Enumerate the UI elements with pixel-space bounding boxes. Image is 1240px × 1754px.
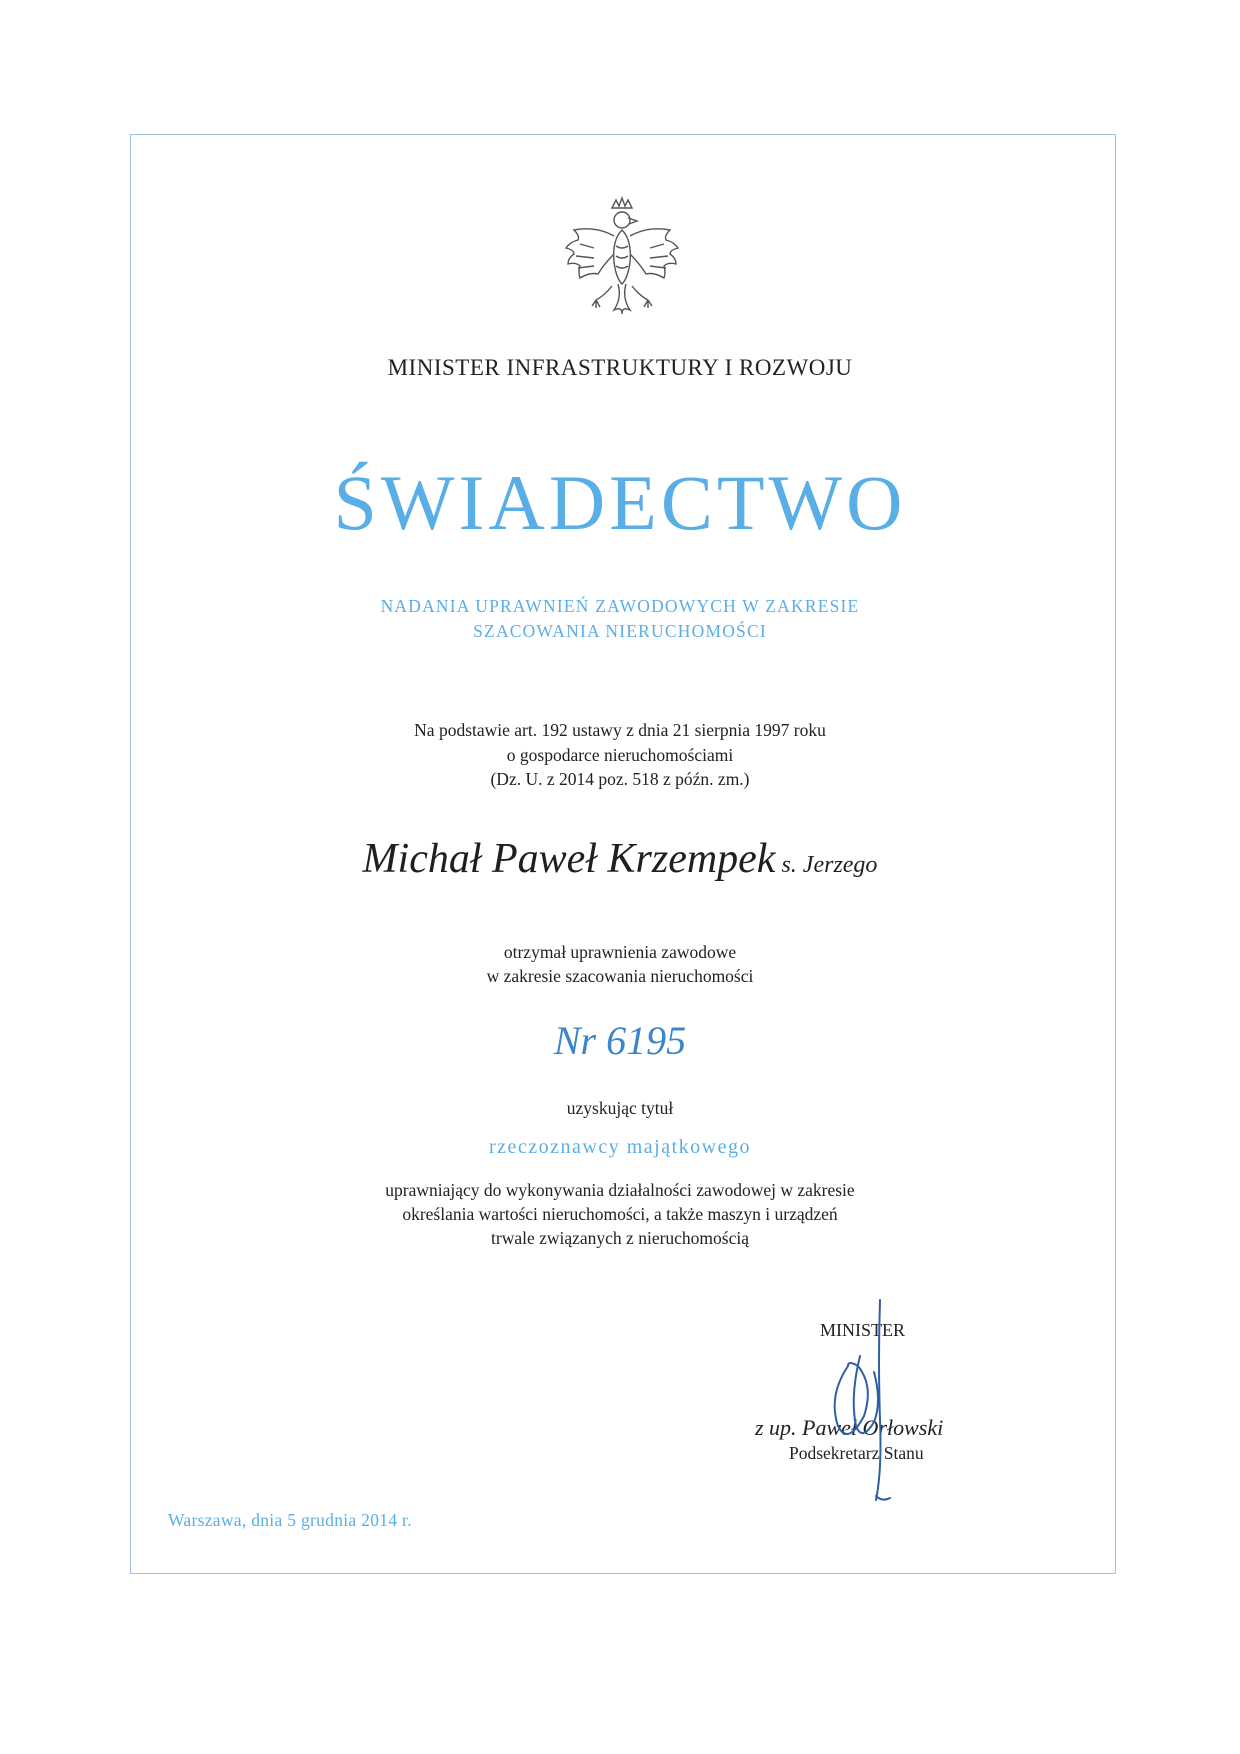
page-title: ŚWIADECTWO <box>333 459 907 546</box>
legal-basis-line-3: (Dz. U. z 2014 poz. 518 z późn. zm.) <box>490 769 750 789</box>
subtitle-line-1: NADANIA UPRAWNIEŃ ZAWODOWYCH W ZAKRESIE <box>380 596 860 616</box>
legal-basis-line-1: Na podstawie art. 192 ustawy z dnia 21 sierpnia 1997 roku <box>414 720 826 740</box>
scope-line-3: trwale związanych z nieruchomością <box>491 1228 749 1248</box>
legal-basis-line-2: o gospodarce nieruchomościami <box>506 745 734 765</box>
professional-title: rzeczoznawcy majątkowego <box>489 1136 751 1158</box>
signatory-role: Podsekretarz Stanu <box>789 1443 924 1463</box>
signatory-name: z up. Paweł Orłowski <box>755 1415 944 1440</box>
grant-line-1: otrzymał uprawnienia zawodowe <box>503 942 737 962</box>
scope-line-2: określania wartości nieruchomości, a także maszyn i urządzeń <box>402 1204 838 1224</box>
signatory-title: MINISTER <box>820 1320 905 1340</box>
holder-patronymic: s. Jerzego <box>781 852 878 878</box>
license-number: Nr 6195 <box>553 1018 687 1063</box>
subtitle-line-2: SZACOWANIA NIERUCHOMOŚCI <box>473 621 767 641</box>
holder-name: Michał Paweł Krzempek <box>362 836 776 882</box>
handwritten-signature <box>808 1296 918 1506</box>
issuing-authority: MINISTER INFRASTRUKTURY I ROZWOJU <box>387 355 853 380</box>
title-intro: uzyskując tytuł <box>566 1098 674 1118</box>
grant-line-2: w zakresie szacowania nieruchomości <box>486 966 754 986</box>
scope-line-1: uprawniający do wykonywania działalności zawodowej w zakresie <box>385 1180 855 1200</box>
eagle-emblem-icon <box>560 186 685 326</box>
holder-name-line <box>0 835 1240 883</box>
place-and-date: Warszawa, dnia 5 grudnia 2014 r. <box>168 1510 412 1530</box>
